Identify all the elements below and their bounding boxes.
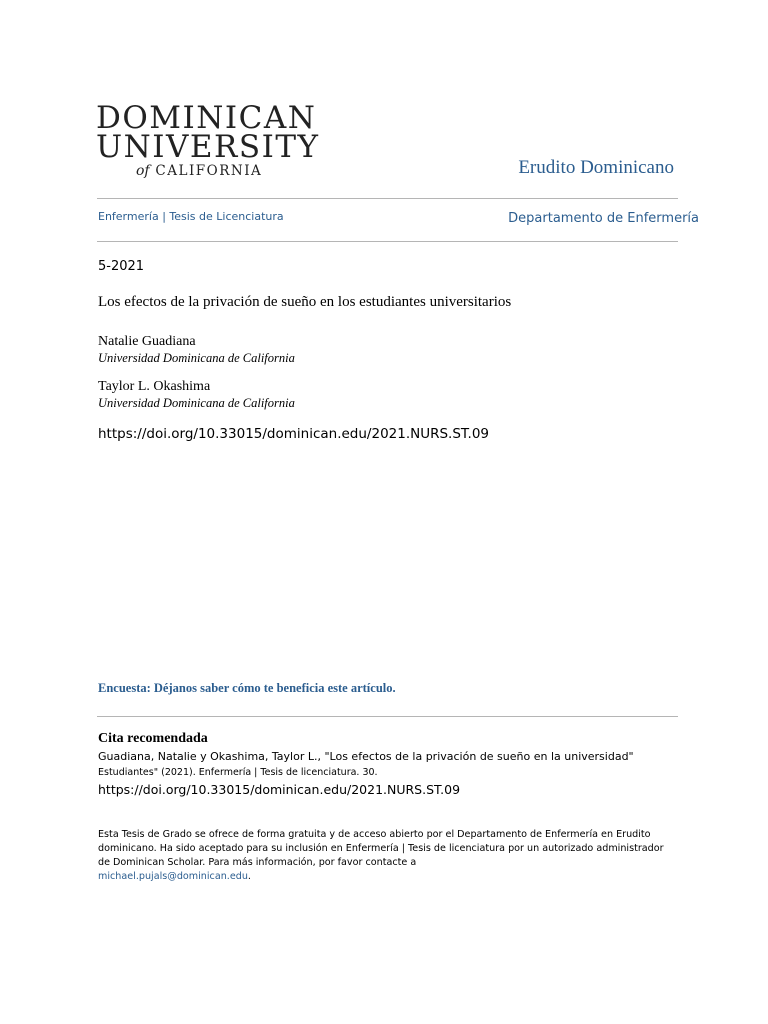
citation-divider	[97, 716, 678, 717]
author-name: Taylor L. Okashima	[98, 379, 211, 394]
repository-name-link[interactable]: Erudito Dominicano	[518, 157, 674, 178]
department-link[interactable]: Departamento de Enfermería	[508, 211, 699, 226]
author-affiliation: Universidad Dominicana de California	[98, 396, 295, 410]
logo-line-university: UNIVERSITY	[96, 129, 320, 165]
access-notice	[98, 828, 678, 884]
citation-doi[interactable]: https://doi.org/10.33015/dominican.edu/2021.NURS.ST.09	[98, 782, 461, 797]
author-name: Natalie Guadiana	[98, 334, 196, 349]
citation-line-2: Estudiantes" (2021). Enfermería | Tesis de licenciatura. 30.	[98, 767, 378, 778]
author-block	[98, 379, 295, 411]
document-title: Los efectos de la privación de sueño en los estudiantes universitarios	[98, 294, 512, 310]
top-divider	[97, 198, 678, 199]
doi-link[interactable]: https://doi.org/10.33015/dominican.edu/2021.NURS.ST.09	[98, 426, 490, 442]
logo-line-california	[136, 163, 306, 179]
notice-text: Esta Tesis de Grado se ofrece de forma gratuita y de acceso abierto por el Departamento de Enfermería en Erudito dominicano. Ha sido aceptado para su inclusión en Enfermería | Tesis de licenciatura por un autorizado administrador de Dominican Scholar. Para más información, por favor contacte a	[98, 829, 664, 868]
series-link[interactable]: Enfermería | Tesis de Licenciatura	[98, 210, 284, 223]
logo-of: of	[136, 163, 150, 179]
citation-line-1: Guadiana, Natalie y Okashima, Taylor L., "Los efectos de la privación de sueño en la universidad"	[98, 750, 634, 763]
dominican-university-logo	[96, 100, 320, 180]
header-divider	[97, 241, 678, 242]
citation-heading: Cita recomendada	[98, 731, 208, 746]
survey-link[interactable]: Encuesta: Déjanos saber cómo te beneficia este artículo.	[98, 681, 396, 695]
publication-date: 5-2021	[98, 259, 145, 274]
author-affiliation: Universidad Dominicana de California	[98, 351, 295, 365]
notice-end: .	[247, 871, 251, 882]
logo-line-dominican: DOMINICAN	[96, 100, 317, 136]
logo-california: CALIFORNIA	[155, 163, 263, 179]
contact-email-link[interactable]: michael.pujals@dominican.edu	[98, 871, 248, 882]
author-block	[98, 334, 295, 366]
